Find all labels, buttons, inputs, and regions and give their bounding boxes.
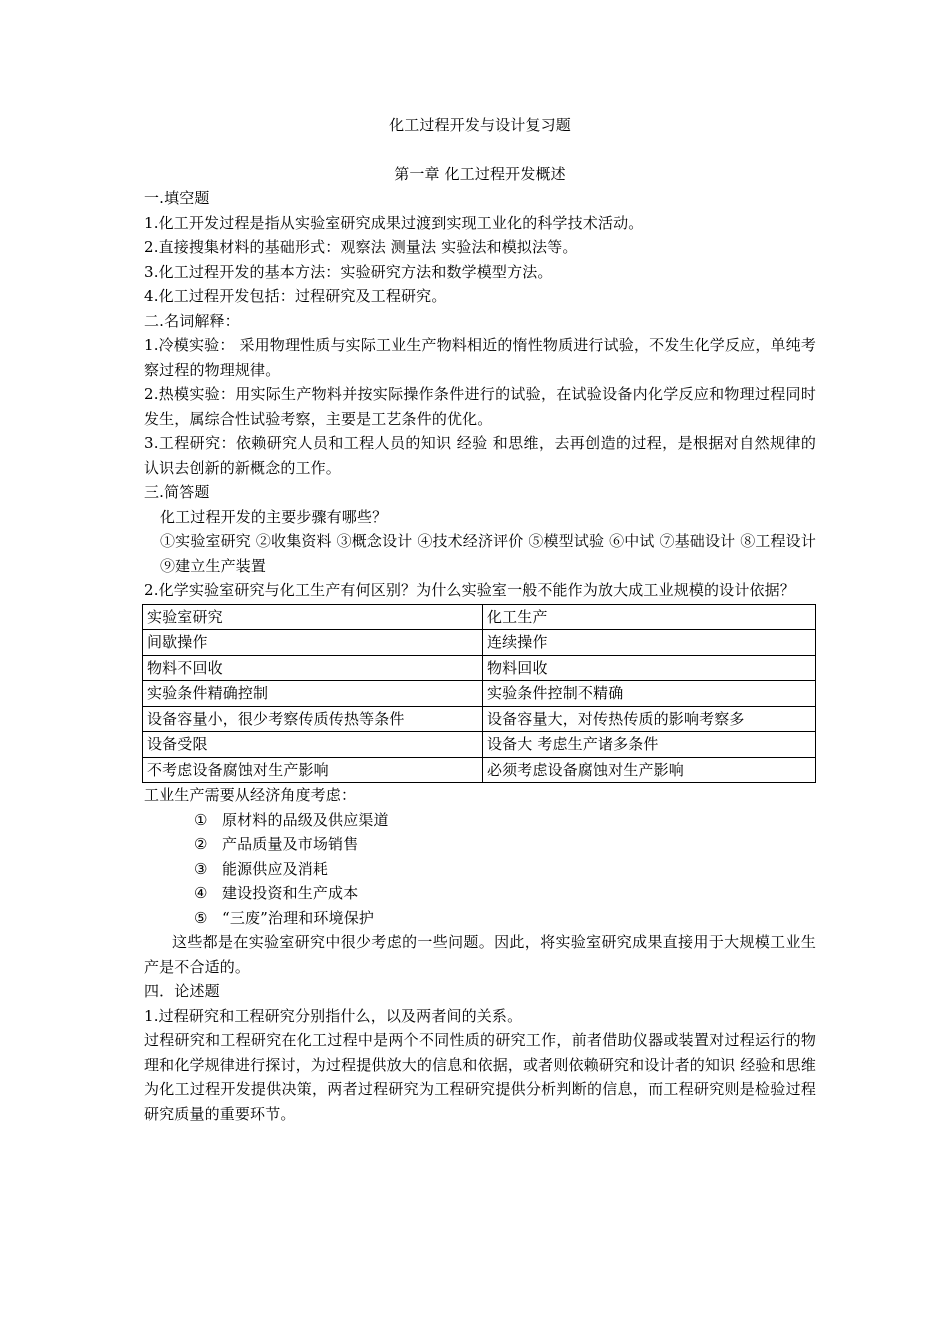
fill-in-item: 3.化工过程开发的基本方法：实验研究方法和数学模型方法。 [144,262,553,281]
list-number: ④ [194,884,208,902]
list-text: 建设投资和生产成本 [222,884,359,902]
table-cell: 实验室研究 [143,604,483,630]
table-cell: 连续操作 [483,630,816,656]
list-text: 产品质量及市场销售 [222,835,359,853]
section-heading-definitions: 二.名词解释： [144,311,240,330]
list-number: ① [194,810,208,829]
comparison-table [142,604,816,784]
definition-item: 2.热模实验：用实际生产物料并按实际操作条件进行的试验，在试验设备内化学反应和物理过程同时发生，属综合性试验考察，主要是工艺条件的优化。 [144,385,816,428]
table-cell: 设备大 考虑生产诸多条件 [483,732,816,758]
definition-item: 3.工程研究：依赖研究人员和工程人员的知识 经验 和思维，去再创造的过程，是根据对自然规律的认识去创新的新概念的工作。 [144,434,816,477]
fill-in-item: 4.化工过程开发包括：过程研究及工程研究。 [144,287,447,305]
list-item [194,857,816,882]
chapter-heading: 第一章 化工过程开发概述 [394,164,566,183]
table-row [143,655,816,681]
list-number: ⑤ [194,908,208,927]
table-row [143,630,816,656]
table-cell: 物料回收 [483,655,816,681]
conclusion-paragraph: 这些都是在实验室研究中很少考虑的一些问题。因此，将实验室研究成果直接用于大规模工业生产是不合适的。 [144,933,816,976]
economic-list [144,808,816,931]
definition-item: 1.冷模实验： 采用物理性质与实际工业生产物料相近的惰性物质进行试验，不发生化学反应，单纯考察过程的物理规律。 [144,336,816,379]
list-number: ③ [194,859,208,878]
table-cell: 必须考虑设备腐蚀对生产影响 [483,757,816,783]
essay-question: 1.过程研究和工程研究分别指什么，以及两者间的关系。 [144,1006,523,1025]
table-row [143,681,816,707]
table-row [143,732,816,758]
table-cell: 设备容量大，对传热传质的影响考察多 [483,706,816,732]
list-item [194,906,816,931]
table-cell: 不考虑设备腐蚀对生产影响 [143,757,483,783]
question-steps: 化工过程开发的主要步骤有哪些？ [160,507,388,526]
list-item [194,881,816,906]
table-cell: 设备受限 [143,732,483,758]
fill-in-item: 2.直接搜集材料的基础形式：观察法 测量法 实验法和模拟法等。 [144,238,578,256]
table-cell: 实验条件精确控制 [143,681,483,707]
essay-answer: 过程研究和工程研究在化工过程中是两个不同性质的研究工作，前者借助仪器或装置对过程运行的物理和化学规律进行探讨，为过程提供放大的信息和依据，或者则依赖研究和设计者的知识 经验和思维为化工过程开发提供决策，两者过程研究为工程研究提供分析判断的信息，而工程研究则是检验过程研究质量的重要环节。 [144,1031,816,1123]
list-text: “三废”治理和环境保护 [222,908,374,927]
economic-intro: 工业生产需要从经济角度考虑： [144,786,357,804]
list-text: 能源供应及消耗 [222,859,329,878]
table-header-row [143,604,816,630]
table-cell: 化工生产 [483,604,816,630]
list-item [194,808,816,833]
table-row [143,757,816,783]
question-difference: 2.化学实验室研究与化工生产有何区别？为什么实验室一般不能作为放大成工业规模的设计依据？ [144,581,795,599]
table-cell: 间歇操作 [143,630,483,656]
document-title: 化工过程开发与设计复习题 [389,116,571,134]
list-number: ② [194,835,208,853]
document-body [144,113,816,1126]
answer-steps: ①实验室研究 ②收集资料 ③概念设计 ④技术经济评价 ⑤模型试验 ⑥中试 ⑦基础设计 ⑧工程设计 ⑨建立生产装置 [160,532,816,575]
list-item [194,832,816,857]
table-cell: 物料不回收 [143,655,483,681]
table-cell: 实验条件控制不精确 [483,681,816,707]
section-heading-fill-in: 一.填空题 [144,189,210,207]
section-heading-essay: 四．论述题 [144,982,220,1000]
list-text: 原材料的品级及供应渠道 [222,810,389,829]
section-heading-short-answer: 三.简答题 [144,483,210,501]
table-cell: 设备容量小，很少考察传质传热等条件 [143,706,483,732]
fill-in-item: 1.化工开发过程是指从实验室研究成果过渡到实现工业化的科学技术活动。 [144,213,644,232]
table-row [143,706,816,732]
